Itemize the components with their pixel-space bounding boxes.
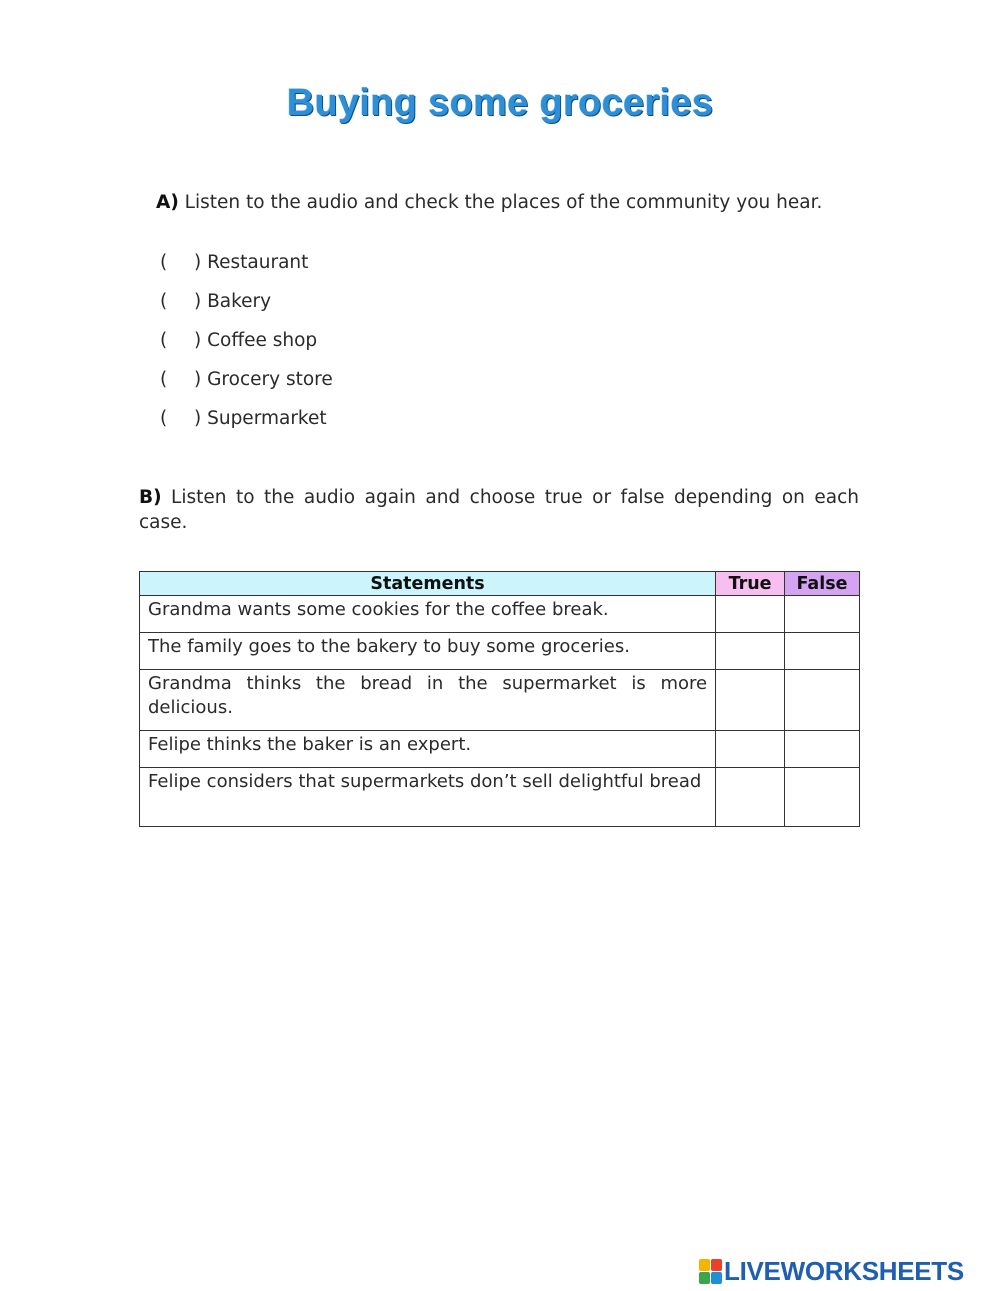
table-row [140,633,860,670]
check-box-open[interactable]: ( [160,369,168,390]
checklist-item[interactable] [160,369,333,408]
check-box-open[interactable]: ( [160,408,168,429]
logo-block [699,1272,710,1284]
instruction-a-text: Listen to the audio and check the places of the community you hear. [178,192,823,213]
checklist-label: ) Grocery store [194,369,333,390]
checklist-item[interactable] [160,252,333,291]
places-checklist [160,252,333,447]
statement-cell: The family goes to the bakery to buy some groceries. [140,633,716,670]
instruction-b [139,485,859,535]
logo-text: LIVEWORKSHEETS [724,1255,964,1286]
instruction-b-text: Listen to the audio again and choose true or false depending on each case. [139,487,859,533]
statement-cell: Grandma wants some cookies for the coffee break. [140,596,716,633]
false-answer-cell[interactable] [785,731,860,768]
false-answer-cell[interactable] [785,768,860,827]
logo-block [711,1272,722,1284]
liveworksheets-logo [698,1255,964,1287]
table-row [140,768,860,827]
logo-blocks-icon [698,1258,722,1284]
check-box-open[interactable]: ( [160,252,168,273]
worksheet-title: Buying some groceries [286,82,714,124]
false-answer-cell[interactable] [785,596,860,633]
instruction-a [156,192,822,213]
header-statements: Statements [140,572,716,596]
table-row [140,596,860,633]
checklist-item[interactable] [160,330,333,369]
logo-block [711,1259,722,1271]
check-box-open[interactable]: ( [160,291,168,312]
checklist-label: ) Supermarket [194,408,327,429]
statement-cell: Felipe thinks the baker is an expert. [140,731,716,768]
checklist-label: ) Coffee shop [194,330,318,351]
checklist-item[interactable] [160,408,333,447]
statement-cell: Grandma thinks the bread in the supermarket is more delicious. [140,670,716,731]
checklist-item[interactable] [160,291,333,330]
logo-block [699,1259,710,1271]
statement-cell: Felipe considers that supermarkets don’t sell delightful bread [140,768,716,827]
false-answer-cell[interactable] [785,670,860,731]
true-answer-cell[interactable] [716,670,785,731]
checklist-label: ) Restaurant [194,252,309,273]
check-box-open[interactable]: ( [160,330,168,351]
header-true: True [716,572,785,596]
true-answer-cell[interactable] [716,596,785,633]
table-row [140,670,860,731]
true-answer-cell[interactable] [716,633,785,670]
table-row [140,731,860,768]
header-false: False [785,572,860,596]
table-header-row [140,572,860,596]
true-false-table [139,571,860,827]
section-a-label: A) [156,192,179,213]
false-answer-cell[interactable] [785,633,860,670]
section-b-label: B) [139,487,162,508]
true-answer-cell[interactable] [716,768,785,827]
true-answer-cell[interactable] [716,731,785,768]
checklist-label: ) Bakery [194,291,272,312]
